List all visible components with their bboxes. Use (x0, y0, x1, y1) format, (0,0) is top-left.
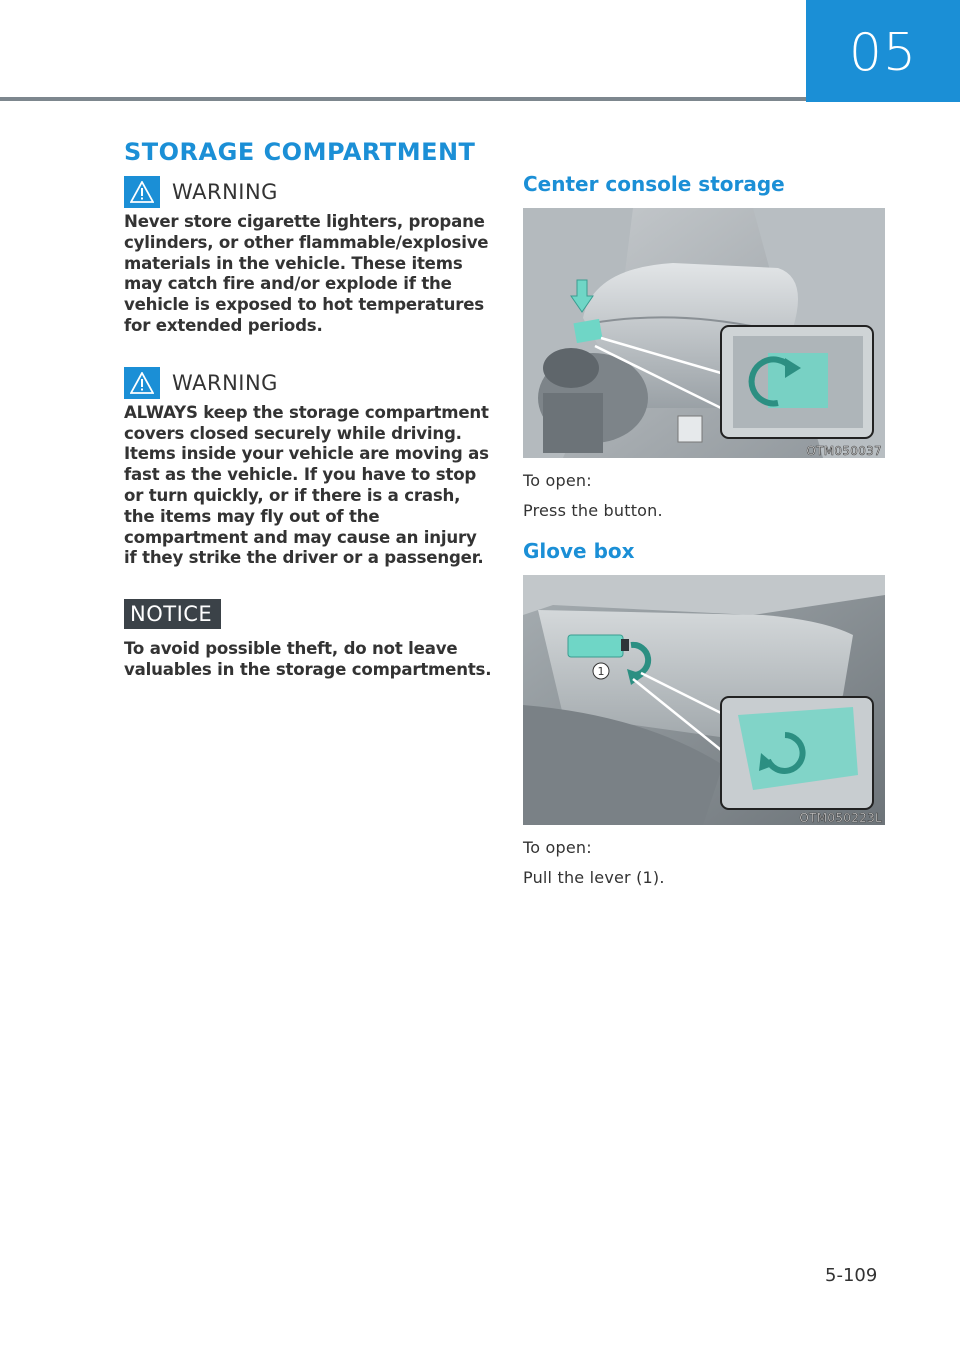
warning-block-1 (124, 176, 492, 337)
glove-box-instruction-1: To open: (523, 838, 592, 857)
page-number: 5-109 (825, 1265, 878, 1286)
warning-title: WARNING (172, 180, 278, 204)
notice-text: To avoid possible theft, do not leave valuables in the storage compartments. (124, 639, 492, 679)
warning-block-2 (124, 367, 492, 569)
warning-triangle-icon (124, 367, 160, 399)
center-console-instruction-2: Press the button. (523, 501, 663, 520)
left-column (124, 176, 492, 681)
warning-header (124, 367, 492, 399)
figure-code: OTM050223L (799, 811, 882, 825)
warning-title: WARNING (172, 370, 278, 395)
callout-1: 1 (597, 665, 605, 678)
chapter-tab: 05 (806, 0, 960, 102)
glove-box-illustration (523, 575, 885, 825)
section-title: STORAGE COMPARTMENT (124, 138, 476, 166)
center-console-instruction-1: To open: (523, 471, 592, 490)
center-console-title: Center console storage (523, 172, 785, 196)
figure-code: OTM050037 (806, 444, 882, 458)
warning-text: ALWAYS keep the storage compartment covers closed securely while driving. Items inside your vehicle are moving as fast as the vehicle. If you have to stop or turn quickly, or if there is a crash, the items may fly out of the compartment and may cause an injury if they strike the driver or a passenger. (124, 402, 489, 568)
notice-badge: NOTICE (124, 599, 221, 629)
glove-box-title: Glove box (523, 539, 635, 563)
header-rule (0, 97, 806, 101)
notice-block (124, 569, 492, 681)
warning-triangle-icon (124, 176, 160, 208)
warning-text: Never store cigarette lighters, propane cylinders, or other flammable/explosive materials in the vehicle. These items may catch fire and/or explode if the vehicle is exposed to hot temperatures for extended periods. (124, 212, 489, 335)
glove-box-instruction-2: Pull the lever (1). (523, 868, 665, 887)
warning-header (124, 176, 492, 208)
right-column (523, 172, 885, 893)
center-console-illustration (523, 208, 885, 458)
